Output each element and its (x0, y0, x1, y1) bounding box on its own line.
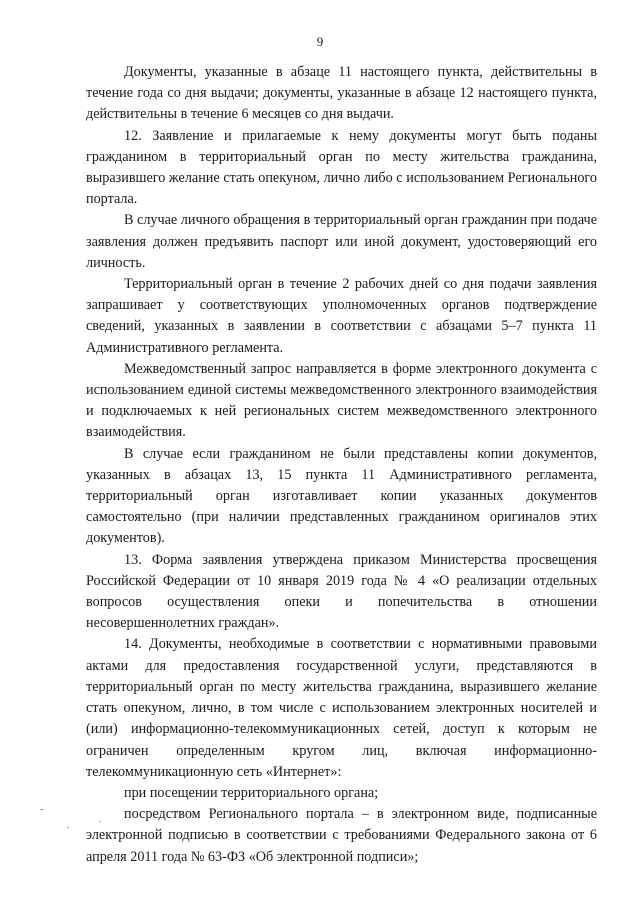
paragraph: 14. Документы, необходимые в соответствии с нормативными правовыми актами для предоставления государственной услуги, представляются в территориальный орган по месту жительства гражданина, выразившего желание стать опекуном, лично, в том числе с использованием электронных носителей и (или) информационно-телекоммуникационных сетей, доступ к которым не ограничен определенным кругом лиц, включая информационно-телекоммуникационную сеть «Интернет»: (86, 636, 597, 780)
paragraph: при посещении территориального органа; (124, 784, 379, 801)
paragraph: Межведомственный запрос направляется в форме электронного документа с использованием единой системы межведомственного электронного взаимодействия и подключаемых к ней региональных систем межведомственного электронного взаимодействия. (86, 360, 597, 441)
margin-mark: · (66, 822, 70, 834)
paragraph: Документы, указанные в абзаце 11 настоящего пункта, действительны в течение года со дня выдачи; документы, указанные в абзаце 12 настоящего пункта, действительны в течение 6 месяцев со дня выдачи. (86, 64, 597, 123)
document-body (86, 62, 597, 868)
paragraph: Территориальный орган в течение 2 рабочих дней со дня подачи заявления запрашивает у соответствующих уполномоченных органов подтверждение сведений, указанных в заявлении в соответствии с абзацами 5–7 пункта 11 Административного регламента. (86, 276, 597, 356)
margin-mark: - (40, 803, 44, 815)
paragraph: В случае личного обращения в территориальный орган гражданин при подаче заявления должен предъявить паспорт или иной документ, удостоверяющий его личность. (86, 212, 597, 271)
paragraph: В случае если гражданином не были представлены копии документов, указанных в абзацах 13, 15 пункта 11 Административного регламента, территориальный орган изготавливает копии указанных документов самостоятельно (при наличии представленных гражданином оригиналов этих документов). (86, 445, 597, 547)
paragraph: посредством Регионального портала – в электронном виде, подписанные электронной подписью в соответствии с требованиями Федерального закона от 6 апреля 2011 года № 63-ФЗ «Об электронной подписи»; (86, 806, 597, 865)
margin-mark: · (98, 816, 102, 828)
paragraph: 13. Форма заявления утверждена приказом Министерства просвещения Российской Федерации от 10 января 2019 года № 4 «О реализации отдельных вопросов осуществления опеки и попечительства в отношении несовершеннолетних граждан». (86, 551, 597, 632)
paragraph: 12. Заявление и прилагаемые к нему документы могут быть поданы гражданином в территориальный орган по месту жительства гражданина, выразившего желание стать опекуном, лично либо с использованием Регионального портала. (86, 127, 597, 208)
page-number: 9 (316, 34, 324, 49)
